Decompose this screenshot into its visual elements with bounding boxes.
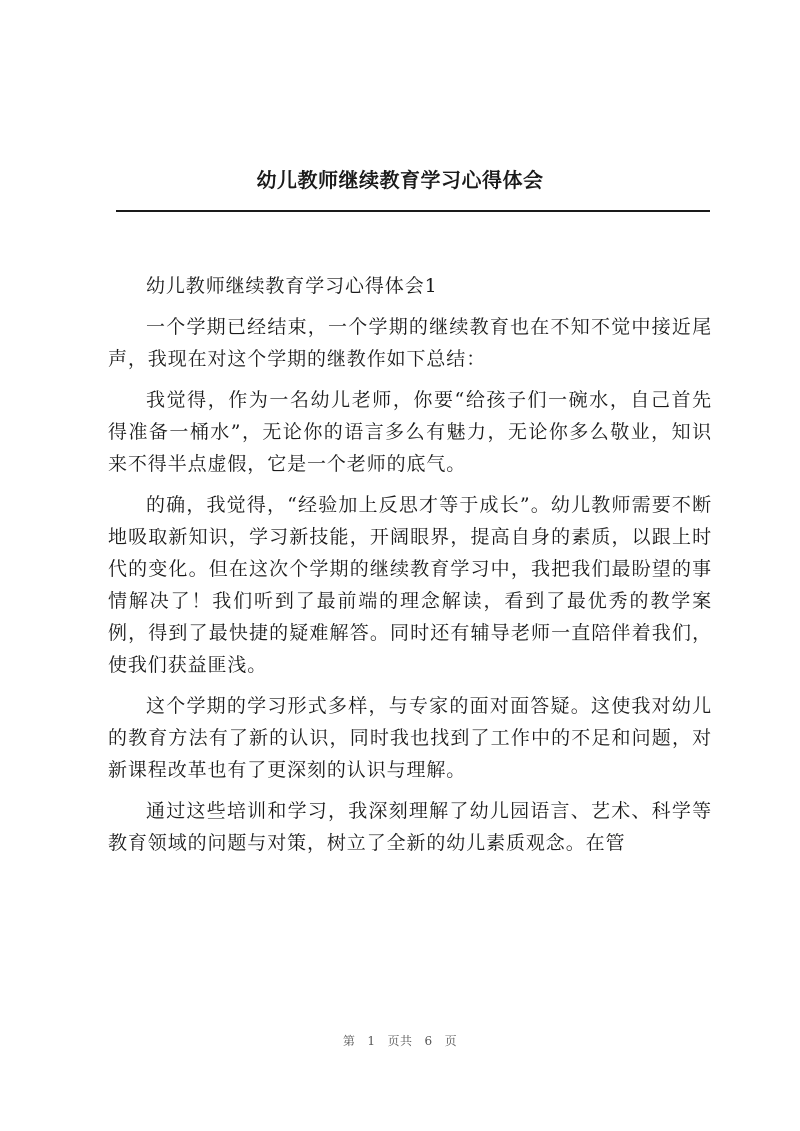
page-middle: 页共 [387, 1034, 413, 1048]
page-suffix: 页 [444, 1034, 458, 1048]
page-footer [0, 1032, 800, 1049]
page-number: 1 [367, 1034, 376, 1048]
title-underline [116, 210, 710, 212]
paragraph: 我觉得，作为一名幼儿老师，你要“给孩子们一碗水，自己首先得准备一桶水”，无论你的语言多么有魅力，无论你多么敬业，知识来不得半点虚假，它是一个老师的底气。 [108, 389, 712, 475]
paragraph: 一个学期已经结束，一个学期的继续教育也在不知不觉中接近尾声，我现在对这个学期的继教作如下总结： [108, 316, 712, 370]
section-heading: 幼儿教师继续教育学习心得体会1 [146, 275, 438, 297]
total-pages: 6 [424, 1034, 433, 1048]
paragraph: 的确，我觉得，“经验加上反思才等于成长”。幼儿教师需要不断地吸取新知识，学习新技能，开阔眼界，提高自身的素质，以跟上时代的变化。但在这次个学期的继续教育学习中，我把我们最盼望的事情解决了！我们听到了最前端的理念解读，看到了最优秀的教学案例，得到了最快捷的疑难解答。同时还有辅导老师一直陪伴着我们，使我们获益匪浅。 [108, 494, 712, 676]
paragraph: 通过这些培训和学习，我深刻理解了幼儿园语言、艺术、科学等教育领域的问题与对策，树立了全新的幼儿素质观念。在管 [108, 800, 712, 854]
page-prefix: 第 [342, 1034, 356, 1048]
document-body [108, 270, 712, 859]
paragraph: 这个学期的学习形式多样，与专家的面对面答疑。这使我对幼儿的教育方法有了新的认识，同时我也找到了工作中的不足和问题，对新课程改革也有了更深刻的认识与理解。 [108, 695, 712, 781]
document-title: 幼儿教师继续教育学习心得体会 [256, 168, 544, 192]
